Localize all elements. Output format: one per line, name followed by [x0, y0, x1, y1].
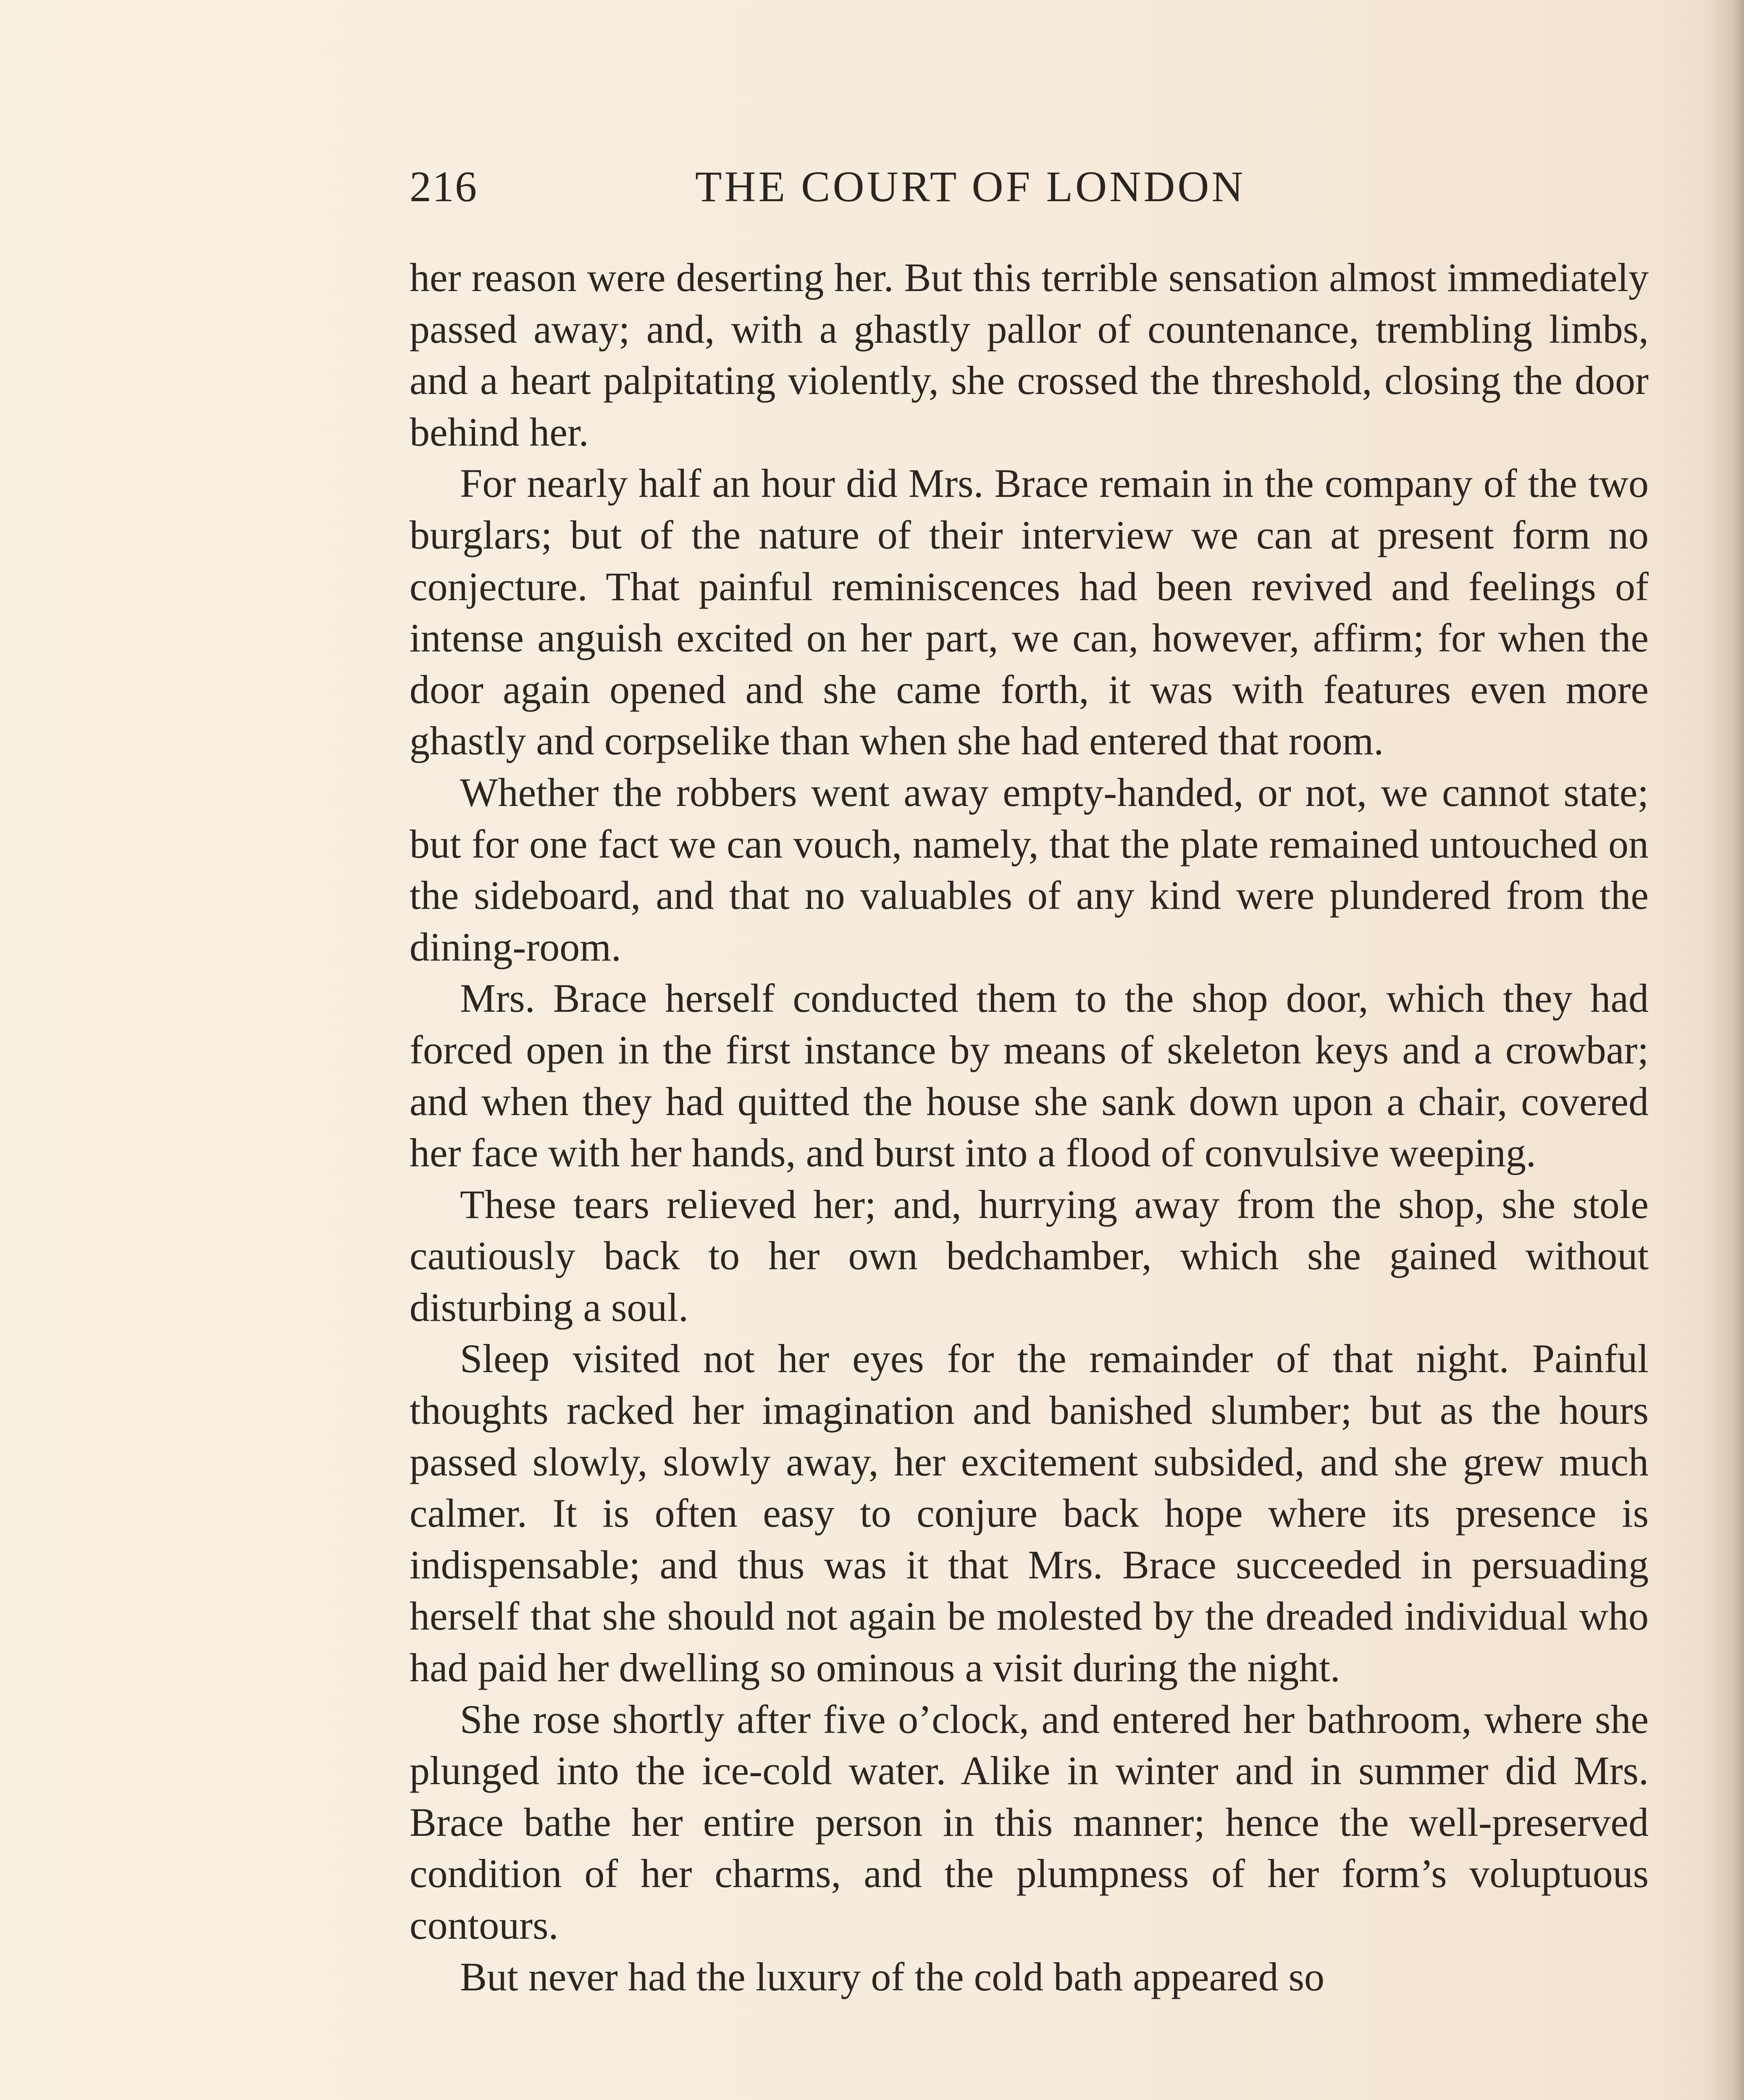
page-number: 216: [410, 163, 478, 211]
paragraph: Mrs. Brace herself conducted them to the shop door, which they had forced open in the first instance by means of skeleton keys and a crowbar; and when they had quitted the house she sank down upon a chair, covered her face with her hands, and burst into a flood of convulsive weeping.: [410, 976, 1649, 1176]
paragraph-last: But never had the luxury of the cold bath appeared so: [460, 1954, 1324, 1999]
running-title: THE COURT OF LONDON: [695, 163, 1246, 211]
paragraph-continued: her reason were deserting her. But this terrible sensation almost immediately passed away; and, with a ghastly pallor of countenance, trembling limbs, and a heart palpitating violently, she crossed the threshold, closing the door behind her.: [410, 255, 1649, 454]
page-edge-shadow: [1706, 0, 1744, 2100]
paragraph: For nearly half an hour did Mrs. Brace remain in the company of the two burglars; but of the nature of their interview we can at present form no conjecture. That painful reminiscences had been revived and feelings of intense anguish excited on her part, we can, however, affirm; for when the door again opened and she came forth, it was with features even more ghastly and corpselike than when she had entered that room.: [410, 461, 1649, 764]
body-text: [410, 252, 1649, 2003]
paragraph: Whether the robbers went away empty-handed, or not, we cannot state; but for one fact we can vouch, namely, that the plate remained untouched on the sideboard, and that no valuables of any kind were plundered from the dining-room.: [410, 769, 1649, 969]
paragraph: She rose shortly after five o’clock, and entered her bathroom, where she plunged into the ice-cold water. Alike in winter and in summer did Mrs. Brace bathe her entire person in this manner; hence the well-preserved condition of her charms, and the plumpness of her form’s voluptuous contours.: [410, 1696, 1649, 1948]
page-header: [410, 160, 1649, 214]
paragraph: Sleep visited not her eyes for the remainder of that night. Painful thoughts racked her imagination and banished slumber; but as the hours passed slowly, slowly away, her excitement subsided, and she grew much calmer. It is often easy to conjure back hope where its presence is indispensable; and thus was it that Mrs. Brace succeeded in persuading herself that she should not again be molested by the dreaded individual who had paid her dwelling so ominous a visit during the night.: [410, 1336, 1649, 1690]
paragraph: These tears relieved her; and, hurrying away from the shop, she stole cautiously back to her own bedchamber, which she gained without disturbing a soul.: [410, 1181, 1649, 1330]
